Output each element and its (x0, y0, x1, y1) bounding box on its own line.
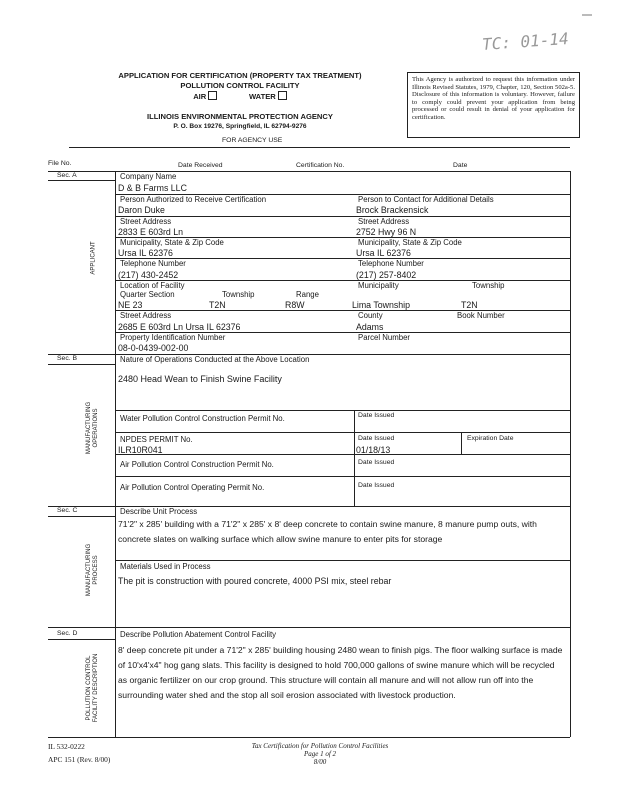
sec-a-side-label: APPLICANT (90, 241, 97, 275)
city2-value: Ursa IL 62376 (356, 248, 411, 258)
phone1-value: (217) 430-2452 (118, 270, 179, 280)
file-no-label: File No. (48, 160, 72, 167)
quarter-value: NE 23 (118, 300, 143, 310)
street2-label: Street Address (358, 217, 410, 226)
book-number-label: Book Number (457, 311, 505, 320)
county-label: County (358, 311, 383, 320)
person-contact-value: Brock Brackensick (356, 205, 429, 215)
city1-label: Municipality, State & Zip Code (120, 238, 224, 247)
date-issued-1: Date Issued (358, 412, 395, 419)
handwritten-note: TC: 01-14 (481, 28, 570, 55)
date-label: Date (453, 162, 468, 169)
footer-title: Tax Certification for Pollution Control Facilities (251, 742, 389, 750)
certification-no-label: Certification No. (296, 162, 345, 169)
phone2-value: (217) 257-8402 (356, 270, 417, 280)
sec-a-label: Sec. A (57, 172, 77, 179)
date-issued-4: Date Issued (358, 482, 395, 489)
city1-value: Ursa IL 62376 (118, 248, 173, 258)
page-number: Page 1 of 2 (303, 750, 337, 758)
location-label: Location of Facility (120, 281, 185, 290)
pin-label: Property Identification Number (120, 333, 226, 342)
nature-value: 2480 Head Wean to Finish Swine Facility (118, 374, 282, 384)
date-issued-3: Date Issued (358, 459, 395, 466)
county-value: Adams (356, 322, 384, 332)
npdes-label: NPDES PERMIT No. (120, 435, 193, 444)
abatement-value: 8' deep concrete pit under a 71'2" x 285' building housing 2480 wean to finish pigs. The floor walking surface is made of 10'x4'x4" hog gang slats. This facility is designed to hold 700,000 gallons of swine manure which will be recycled as organic fertilizer on our crop ground. This structure will contain all manure and will not allow run off into the surrounding water shed and the stop all soil erosion associated with livestock production. (118, 645, 563, 700)
township2-label: Township (472, 281, 505, 290)
water-checkbox[interactable] (278, 91, 287, 100)
title-line1: APPLICATION FOR CERTIFICATION (PROPERTY TAX TREATMENT) (118, 71, 362, 80)
sec-d-label: Sec. D (57, 630, 78, 637)
date-received-label: Date Received (178, 162, 223, 169)
township-label: Township (222, 290, 255, 299)
materials-label: Materials Used in Process (120, 562, 211, 571)
water-label: WATER (248, 92, 276, 101)
city2-label: Municipality, State & Zip Code (358, 238, 462, 247)
company-name-label: Company Name (120, 172, 177, 181)
company-name-value: D & B Farms LLC (118, 183, 187, 193)
parcel-number-label: Parcel Number (358, 333, 410, 342)
footer-center (200, 742, 440, 766)
municipality-value: Lima Township (352, 300, 411, 310)
range-value: R8W (285, 300, 305, 310)
npdes-date-value: 01/18/13 (356, 445, 391, 455)
privacy-notice: This Agency is authorized to request this information under Illinois Revised Statutes, 1979, Chapter, 120, Section 502a-5. Disclosure of this information is voluntary. However, failure to comply could prevent your application from being processed or could result in denial of your application for certification. (407, 72, 580, 138)
municipality-label: Municipality (358, 281, 399, 290)
range-label: Range (296, 290, 319, 299)
sec-b-side-label: MANUFACTURING OPERATIONS (86, 401, 99, 455)
npdes-value: ILR10R041 (118, 445, 163, 455)
street3-label: Street Address (120, 311, 172, 320)
quarter-label: Quarter Section (120, 290, 175, 299)
expiration-date-label: Expiration Date (467, 435, 514, 442)
person-authorized-value: Daron Duke (118, 205, 165, 215)
sec-b-label: Sec. B (57, 355, 78, 362)
township2-value: T2N (461, 300, 478, 310)
sec-d-side-label: POLLUTION CONTROL FACILITY DESCRIPTION (86, 653, 99, 723)
air-checkbox[interactable] (208, 91, 217, 100)
air-operating-label: Air Pollution Control Operating Permit No. (120, 483, 265, 492)
form-id: IL 532-0222 (48, 742, 85, 751)
nature-label: Nature of Operations Conducted at the Above Location (120, 355, 310, 364)
apc-revision: APC 151 (Rev. 8/00) (48, 755, 111, 764)
air-label: AIR (193, 92, 207, 101)
unit-process-label: Describe Unit Process (120, 507, 198, 516)
sec-c-side-label: MANUFACTURING PROCESS (86, 543, 99, 597)
unit-process-value: 71'2" x 285' building with a 71'2" x 285' x 8' deep concrete to contain swine manure, 8 manure pump outs, with concrete slates on walking surface which allow swine manure to enter pits for storage (118, 519, 537, 544)
water-permit-label: Water Pollution Control Construction Permit No. (120, 414, 285, 423)
agency-address: P. O. Box 19276, Springfield, IL 62794-9276 (173, 123, 307, 130)
street3-value: 2685 E 603rd Ln Ursa IL 62376 (118, 322, 241, 332)
scan-mark (582, 14, 592, 16)
agency-use-heading: FOR AGENCY USE (222, 137, 283, 144)
date-issued-2: Date Issued (358, 435, 395, 442)
materials-value: The pit is construction with poured concrete, 4000 PSI mix, steel rebar (118, 576, 392, 586)
abatement-label: Describe Pollution Abatement Control Facility (120, 630, 277, 639)
street1-label: Street Address (120, 217, 172, 226)
person-contact-label: Person to Contact for Additional Details (358, 195, 494, 204)
pin-value: 08-0-0439-002-00 (118, 343, 189, 353)
phone1-label: Telephone Number (120, 259, 186, 268)
form-title (90, 71, 390, 132)
township-value: T2N (209, 300, 226, 310)
air-construction-label: Air Pollution Control Construction Permit No. (120, 460, 274, 469)
media-checkboxes (90, 91, 390, 102)
street1-value: 2833 E 603rd Ln (118, 227, 184, 237)
footer-rev: 8/00 (313, 758, 327, 766)
phone2-label: Telephone Number (358, 259, 424, 268)
person-authorized-label: Person Authorized to Receive Certification (120, 195, 267, 204)
title-line2: POLLUTION CONTROL FACILITY (180, 81, 300, 90)
street2-value: 2752 Hwy 96 N (356, 227, 417, 237)
agency-name: ILLINOIS ENVIRONMENTAL PROTECTION AGENCY (147, 112, 333, 121)
sec-c-label: Sec. C (57, 507, 78, 514)
